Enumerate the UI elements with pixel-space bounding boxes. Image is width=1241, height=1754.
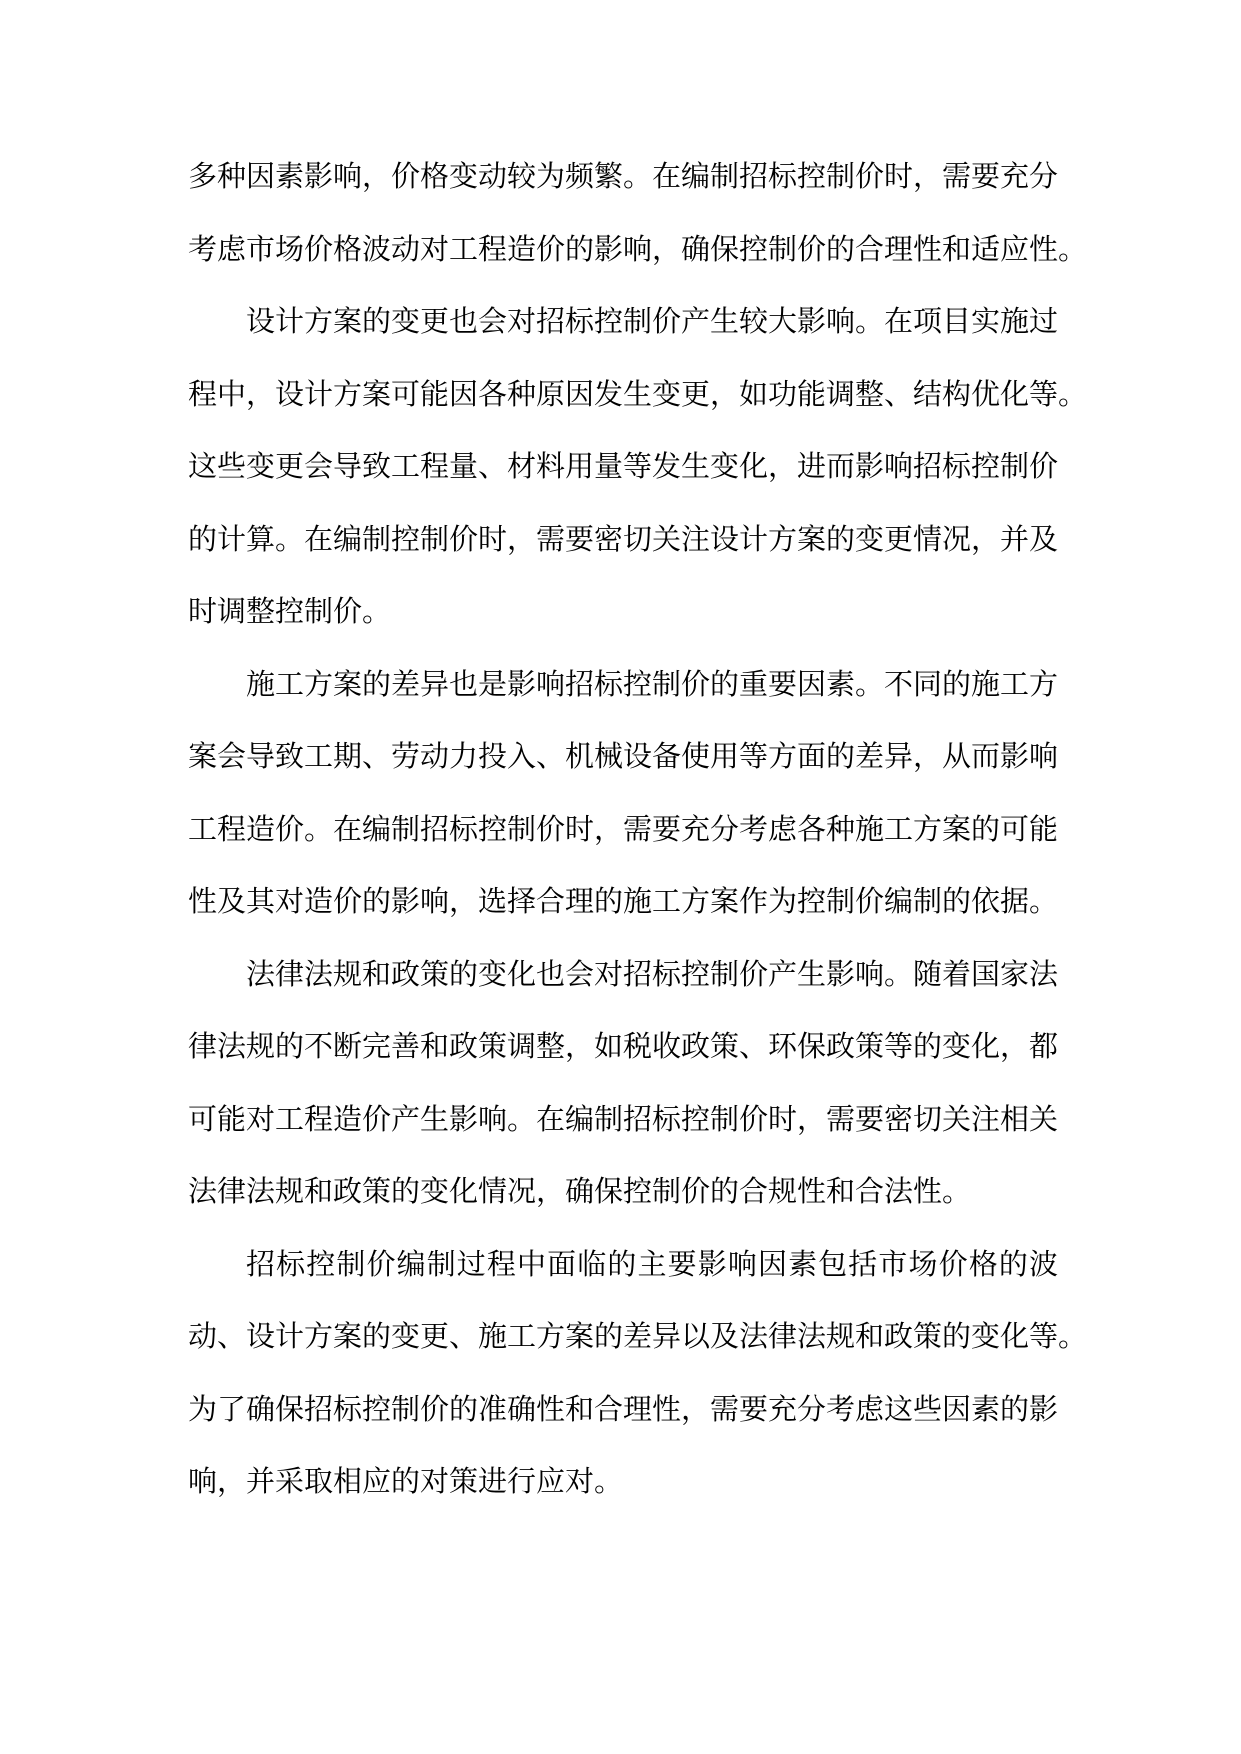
paragraph-first-line: 设计方案的变更也会对招标控制价产生较大影响。在项目实施过 (246, 304, 1059, 338)
text-line: 这些变更会导致工程量、材料用量等发生变化，进而影响招标控制价 (188, 449, 1059, 483)
paragraph-first-line: 法律法规和政策的变化也会对招标控制价产生影响。随着国家法 (246, 956, 1059, 991)
paragraph-first-line: 施工方案的差异也是影响招标控制价的重要因素。不同的施工方 (246, 666, 1059, 701)
text-line: 工程造价。在编制招标控制价时，需要充分考虑各种施工方案的可能 (188, 811, 1059, 846)
text-line: 法律法规和政策的变化情况，确保控制价的合规性和合法性。 (188, 1174, 972, 1208)
paragraph-first-line: 招标控制价编制过程中面临的主要影响因素包括市场价格的波 (246, 1246, 1058, 1281)
body-text (188, 140, 1088, 1518)
text-line: 为了确保招标控制价的准确性和合理性，需要充分考虑这些因素的影 (188, 1391, 1059, 1426)
text-line: 的计算。在编制控制价时，需要密切关注设计方案的变更情况，并及 (188, 521, 1059, 556)
text-line: 响，并采取相应的对策进行应对。 (188, 1464, 624, 1498)
text-line: 动、设计方案的变更、施工方案的差异以及法律法规和政策的变化等。 (188, 1319, 1088, 1353)
text-line: 可能对工程造价产生影响。在编制招标控制价时，需要密切关注相关 (188, 1101, 1059, 1136)
text-line: 多种因素影响，价格变动较为频繁。在编制招标控制价时，需要充分 (188, 159, 1059, 193)
text-line: 案会导致工期、劳动力投入、机械设备使用等方面的差异，从而影响 (188, 739, 1059, 773)
text-line: 时调整控制价。 (188, 594, 392, 628)
text-line: 性及其对造价的影响，选择合理的施工方案作为控制价编制的依据。 (188, 884, 1059, 918)
text-line: 考虑市场价格波动对工程造价的影响，确保控制价的合理性和适应性。 (188, 231, 1088, 266)
text-line: 律法规的不断完善和政策调整，如税收政策、环保政策等的变化，都 (188, 1029, 1059, 1063)
text-line: 程中，设计方案可能因各种原因发生变更，如功能调整、结构优化等。 (188, 376, 1088, 411)
